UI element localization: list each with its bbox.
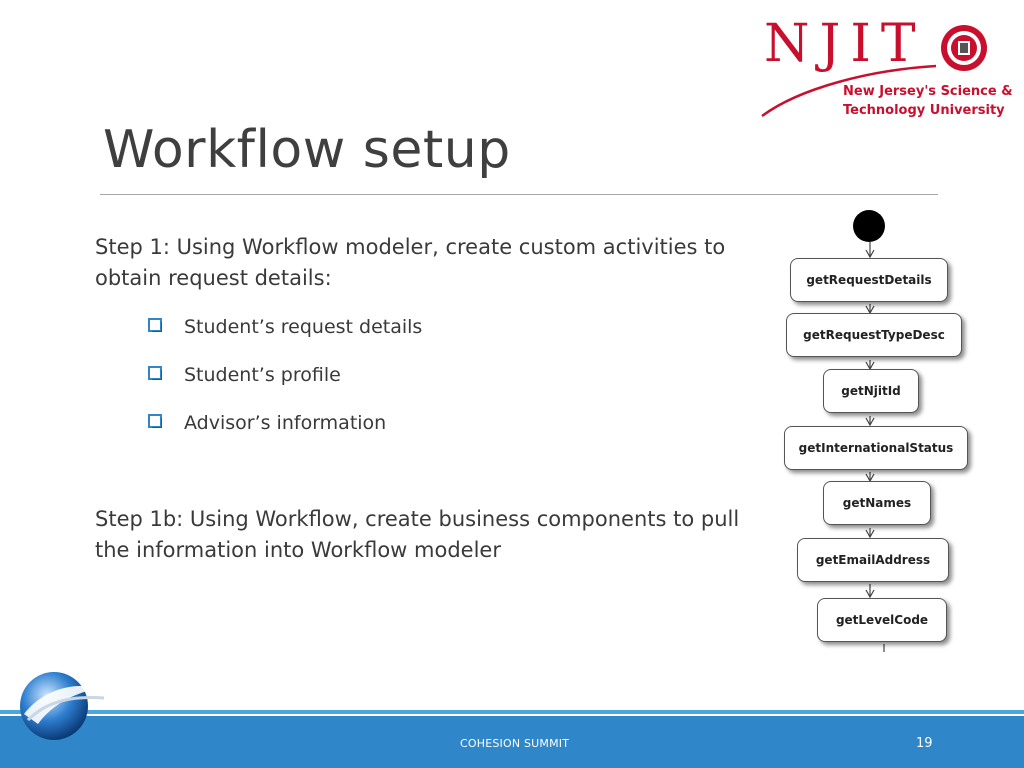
workflow-start-node — [853, 210, 885, 242]
step1b-text: Step 1b: Using Workflow, create business components to pull the information into Workflow modeler — [95, 507, 740, 562]
logo-subtitle-line2: Technology University — [843, 103, 1005, 118]
workflow-node-get-level-code[interactable]: getLevelCode — [817, 598, 947, 642]
bullet-item — [148, 313, 422, 361]
workflow-node-get-names[interactable]: getNames — [823, 481, 931, 525]
njit-logo-subtitle — [843, 82, 1013, 120]
bullet-list — [148, 313, 422, 457]
checkbox-bullet-icon — [148, 366, 162, 380]
globe-logo-icon — [14, 668, 106, 744]
page-number: 19 — [916, 736, 933, 751]
step1-text: Step 1: Using Workflow modeler, create custom activities to obtain request details: — [95, 235, 726, 290]
slide-title: Workflow setup — [103, 120, 511, 180]
workflow-node-get-email-address[interactable]: getEmailAddress — [797, 538, 949, 582]
workflow-node-get-njit-id[interactable]: getNjitId — [823, 369, 919, 413]
bullet-item — [148, 361, 422, 409]
footer-accent-line — [0, 710, 1024, 714]
workflow-node-get-request-type-desc[interactable]: getRequestTypeDesc — [786, 313, 962, 357]
footer-label: COHESION SUMMIT — [460, 737, 570, 750]
workflow-node-get-international-status[interactable]: getInternationalStatus — [784, 426, 968, 470]
bullet-text: Advisor’s information — [184, 412, 387, 434]
title-divider — [100, 194, 938, 195]
bullet-text: Student’s profile — [184, 364, 341, 386]
njit-logo-wordmark: NJIT — [764, 14, 926, 74]
workflow-node-get-request-details[interactable]: getRequestDetails — [790, 258, 948, 302]
bullet-text: Student’s request details — [184, 316, 423, 338]
checkbox-bullet-icon — [148, 414, 162, 428]
logo-subtitle-line1: New Jersey's Science & — [843, 84, 1013, 99]
checkbox-bullet-icon — [148, 318, 162, 332]
bullet-item — [148, 409, 422, 457]
